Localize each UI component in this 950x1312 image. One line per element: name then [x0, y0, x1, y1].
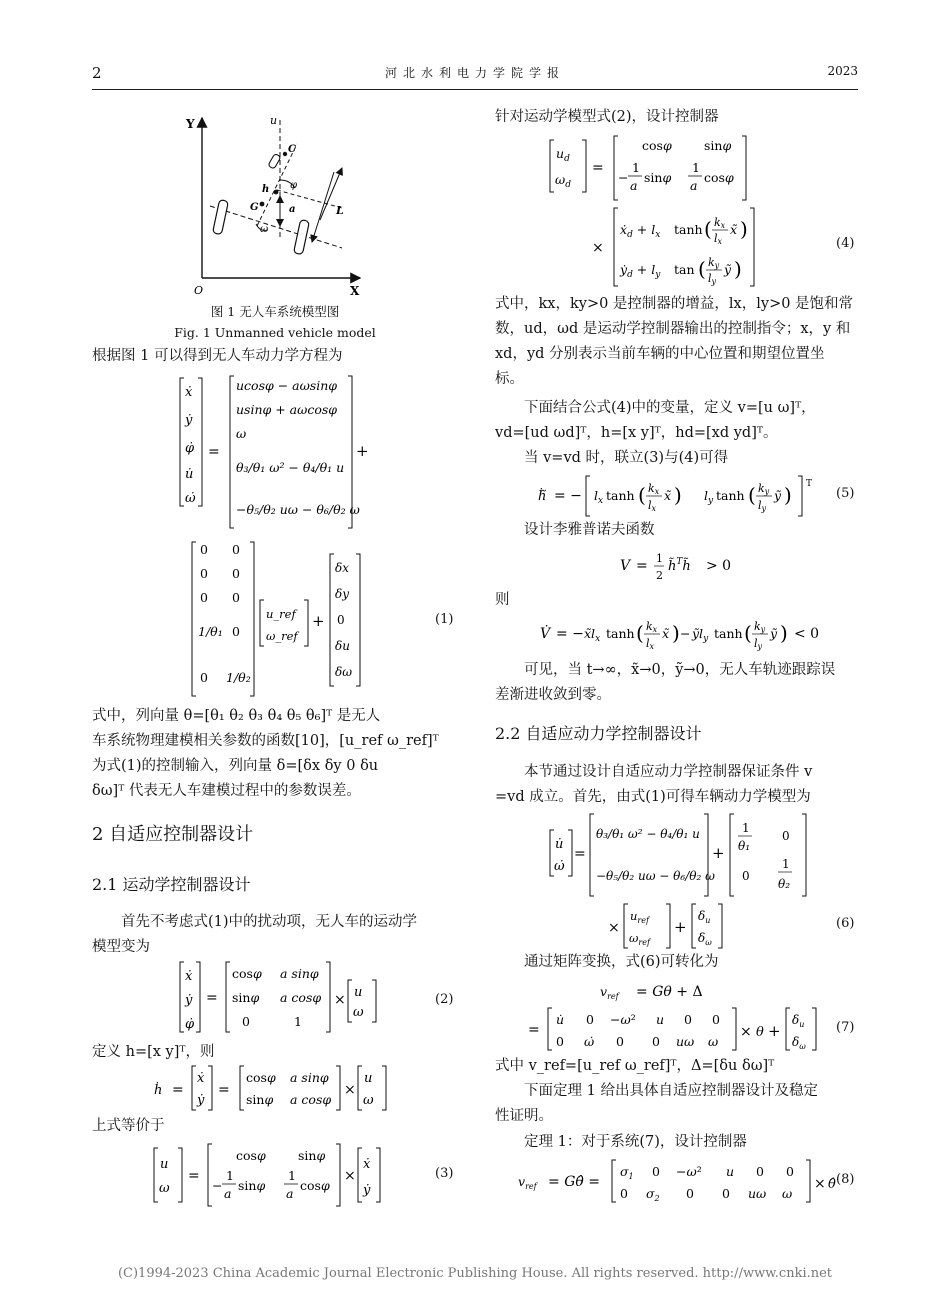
r-para1-line3: xd，yd 分别表示当前车辆的中心位置和期望位置坐 [495, 346, 825, 362]
svg-text:ẏ: ẏ [363, 1183, 371, 1198]
eq1-b-4-0: 0 [200, 670, 208, 685]
svg-text:=: = [172, 1082, 184, 1098]
svg-text:δω: $\delta_\omega$ [698, 931, 712, 947]
svg-text:2: 2 [656, 569, 663, 582]
svg-text:lx: lx [646, 637, 655, 651]
svg-text:u̇: u̇ [555, 837, 564, 852]
svg-text:=: = [574, 846, 586, 862]
svg-text:φ̇: φ̇ [185, 1017, 195, 1032]
svg-text:x̃lx: $x̃l_x$ [584, 626, 601, 644]
svg-text:=: = [208, 444, 220, 460]
header-rule [92, 89, 858, 90]
svg-text:θ₁: θ₁ [738, 839, 751, 853]
eq1-b-2-1: 0 [232, 590, 240, 605]
svg-text:−ω²: −ω² [676, 1164, 702, 1179]
svg-text:1: 1 [782, 857, 790, 871]
eq1-delta-3: δu [335, 639, 350, 653]
eq4-number: (4) [836, 236, 855, 251]
equation-h-dot [150, 1062, 400, 1114]
right-wheel [294, 220, 310, 255]
eq2-number: (2) [435, 992, 454, 1007]
equation-7-bottom [526, 1004, 826, 1054]
svg-text:u̇: u̇ [556, 1012, 565, 1027]
svg-text:ky: ky [708, 256, 720, 270]
svg-text:−: − [212, 1178, 223, 1193]
svg-text:×: × [334, 992, 346, 1008]
svg-text:ḣ̃: ḣ̃ [538, 489, 547, 504]
eq1-in-0: u_ref [266, 607, 296, 621]
eq7-number: (7) [836, 1020, 855, 1035]
svg-text:×: × [608, 920, 620, 936]
rear-axle [210, 206, 342, 248]
svg-text:(: ( [636, 621, 644, 645]
eq1-b-0-0: 0 [200, 542, 208, 557]
eq6-number: (6) [836, 916, 855, 931]
svg-text:x̃: x̃ [664, 488, 672, 503]
svg-text:×: × [592, 240, 604, 256]
svg-text:δω: $\delta_\omega$ [792, 1035, 806, 1051]
svg-text:0: 0 [722, 1186, 730, 1201]
svg-text:x̃: x̃ [730, 222, 738, 237]
figure-caption-cn: 图 1 无人车系统模型图 [210, 304, 340, 319]
equation-5 [534, 472, 824, 520]
eq8-number: (8) [836, 1172, 855, 1187]
svg-text:0: 0 [652, 1034, 660, 1049]
svg-text:cosφ: cosφ [232, 966, 262, 981]
svg-text:ω: ω [353, 1005, 364, 1020]
svg-text:tanh: tanh [606, 626, 635, 641]
svg-text:0: 0 [786, 1164, 794, 1179]
svg-text:ω: ω [363, 1093, 374, 1108]
svg-text:ω: ω [159, 1181, 170, 1196]
label-x: X [350, 284, 360, 298]
svg-text:ly: ly [708, 272, 717, 286]
eq1-rhs-0: ucosφ − aωsinφ [236, 378, 338, 393]
svg-text:+: + [712, 844, 725, 862]
svg-text:cosφ: cosφ [236, 1148, 266, 1163]
svg-text:=: = [218, 1082, 230, 1098]
svg-text:−: − [618, 170, 629, 185]
controller-intro: 针对运动学模型式(2)，设计控制器 [495, 109, 719, 125]
svg-text:=: = [206, 990, 218, 1006]
running-header [92, 64, 858, 86]
para2-line2: 模型变为 [92, 939, 150, 955]
svg-text:kx: kx [648, 482, 660, 496]
r-para1-line4: 标。 [495, 371, 524, 387]
eq1-b-3-1: 0 [232, 624, 240, 639]
svg-text:tan: tan [674, 262, 695, 277]
svg-text:+: + [356, 442, 369, 460]
equivalent-text: 上式等价于 [92, 1118, 165, 1134]
svg-text:u: u [364, 1071, 373, 1086]
eq1-b-1-0: 0 [200, 566, 208, 581]
conclusion-line2: 差渐进收敛到零。 [495, 687, 611, 703]
r-para3: 当 v=vd 时，联立(3)与(4)可得 [524, 450, 729, 466]
para1-line1: 式中，列向量 θ=[θ₁ θ₂ θ₃ θ₄ θ₅ θ₆]ᵀ 是无人 [92, 708, 381, 724]
svg-text:ỹ: ỹ [774, 488, 782, 503]
eq1-rhs-1: usinφ + aωcosφ [236, 402, 338, 417]
eq1-vec-4: ω̇ [185, 491, 196, 506]
svg-text:1: 1 [632, 160, 640, 175]
svg-text:vref: $v_{ref}$ [518, 1174, 537, 1191]
r-para4-line1: 本节通过设计自适应动力学控制器保证条件 v [524, 764, 813, 780]
svg-text:0: 0 [586, 1012, 594, 1027]
equation-1-top [176, 372, 466, 532]
svg-text:): ) [740, 217, 748, 241]
theorem-1: 定理 1：对于系统(7)，设计控制器 [524, 1134, 747, 1150]
r-para5: 通过矩阵变换，式(6)可转化为 [524, 954, 719, 970]
svg-text:δu: $\delta_u$ [792, 1013, 805, 1029]
svg-text:0: 0 [242, 1014, 250, 1029]
svg-text:1: 1 [742, 821, 750, 835]
svg-text:0: 0 [782, 829, 790, 843]
eq1-in-1: ω_ref [266, 629, 298, 643]
svg-text:): ) [672, 621, 680, 645]
label-a: a [289, 204, 296, 215]
eq1-b-2-0: 0 [200, 590, 208, 605]
svg-text:θ: θ [756, 1025, 764, 1040]
svg-text:−ω²: −ω² [610, 1012, 636, 1027]
svg-text:lx: lx [714, 232, 723, 246]
svg-text:ẋd + lx: ẋ$_d$ + $l_x$ [620, 222, 661, 240]
equation-6-bottom [606, 900, 746, 952]
label-omega: ω [260, 224, 269, 235]
svg-text:0: 0 [620, 1186, 628, 1201]
svg-text:0: 0 [756, 1164, 764, 1179]
svg-text:×: × [344, 1168, 356, 1184]
para2-line1: 首先不考虑式(1)中的扰动项，无人车的运动学 [121, 914, 418, 930]
svg-text:+: + [674, 918, 687, 936]
svg-text:ẏ: ẏ [197, 1093, 205, 1108]
svg-text:sinφ: sinφ [298, 1148, 326, 1163]
svg-text:δu: $\delta_u$ [698, 909, 711, 925]
lyapunov-text: 设计李雅普诺夫函数 [524, 522, 655, 538]
then-text: 则 [495, 592, 510, 608]
para1-line4: δω]ᵀ 代表无人车建模过程中的参数误差。 [92, 783, 361, 799]
svg-text:ẏ: ẏ [185, 993, 193, 1008]
eq1-delta-2: 0 [337, 613, 345, 627]
equation-6-top [546, 810, 816, 900]
equation-1-bottom [190, 538, 470, 700]
define-h: 定义 h=[x y]ᵀ，则 [92, 1044, 215, 1060]
svg-text:cosφ: cosφ [704, 170, 734, 185]
svg-text:u: u [160, 1157, 169, 1172]
svg-text:V: V [620, 558, 631, 574]
copyright-footer: (C)1994-2023 China Academic Journal Electronic Publishing House. All rights reserved. http://www.cnki.net [117, 1266, 833, 1281]
eq1-vec-2: φ̇ [185, 441, 195, 456]
eq1-b-4-1: 1/θ₂ [226, 670, 251, 685]
svg-text:sinφ: sinφ [644, 170, 672, 185]
svg-text:tanh: tanh [714, 626, 743, 641]
r-para6: 式中 v_ref=[u_ref ω_ref]ᵀ，Δ=[δu δω]ᵀ [495, 1058, 775, 1074]
svg-text:cosφ: cosφ [300, 1178, 330, 1193]
svg-text:ẋ: ẋ [185, 969, 193, 984]
svg-text:): ) [780, 621, 788, 645]
svg-text:a sinφ: a sinφ [290, 1070, 329, 1085]
r-para7-line2: 性证明。 [495, 1108, 553, 1124]
publication-year: 2023 [827, 64, 858, 78]
eq1-vec-1: ẏ [185, 413, 193, 428]
svg-text:0: 0 [686, 1186, 694, 1201]
section-2-heading: 2 自适应控制器设计 [92, 824, 254, 845]
svg-text:u: u [656, 1012, 665, 1027]
svg-text:ω̇: ω̇ [554, 859, 565, 874]
equation-2 [176, 958, 396, 1036]
svg-text:): ) [734, 257, 742, 281]
eq3-number: (3) [435, 1166, 454, 1181]
svg-text:(: ( [698, 257, 706, 281]
svg-text:ud: $u_d$ [556, 146, 570, 164]
eq5-number: (5) [836, 486, 855, 501]
svg-text:σ2: $\sigma_2$ [646, 1186, 660, 1203]
eq1-b-1-1: 0 [232, 566, 240, 581]
eq1-b-3-0: 1/θ₁ [198, 624, 223, 639]
svg-text:uref: $u_{ref}$ [630, 909, 649, 925]
eq1-delta-4: δω [335, 665, 353, 679]
label-u: u [270, 114, 278, 127]
para1-line2: 车系统物理建模相关参数的函数[10]，[u_ref ω_ref]ᵀ [92, 733, 439, 749]
point-c [283, 152, 287, 156]
equation-7-top [596, 978, 736, 1004]
svg-text:θ₃/θ₁ ω² − θ₄/θ₁ u: θ₃/θ₁ ω² − θ₄/θ₁ u [596, 827, 700, 841]
svg-text:T: T [806, 479, 813, 489]
svg-text:= −: = − [554, 488, 582, 504]
point-g [260, 202, 265, 207]
eq1-rhs-2: ω [236, 426, 247, 441]
svg-text:ẋ: ẋ [363, 1157, 371, 1172]
svg-text:ω: ω [782, 1186, 793, 1201]
svg-text:lx: $l_x$ [594, 488, 604, 506]
svg-text:ly: ly [758, 499, 767, 513]
label-l: L [336, 204, 344, 217]
eq1-b-0-1: 0 [232, 542, 240, 557]
svg-text:ỹly: ỹl$_y$ [692, 626, 709, 644]
section-2-2-heading: 2.2 自适应动力学控制器设计 [495, 724, 702, 743]
svg-text:): ) [674, 483, 682, 507]
svg-text:−θ₅/θ₂ uω − θ₆/θ₂ ω: −θ₅/θ₂ uω − θ₆/θ₂ ω [596, 869, 715, 883]
vehicle-model-figure [92, 108, 458, 298]
svg-text:lx: lx [648, 499, 657, 513]
svg-text:sinφ: sinφ [232, 990, 260, 1005]
r-para4-line2: =vd 成立。首先，由式(1)可得车辆动力学模型为 [495, 789, 811, 805]
svg-text:(: ( [638, 483, 646, 507]
svg-text:ẋ: ẋ [197, 1071, 205, 1086]
svg-text:ky: ky [754, 620, 766, 634]
svg-text:sinφ: sinφ [238, 1178, 266, 1193]
equation-8 [516, 1156, 846, 1206]
svg-text:< 0: < 0 [794, 626, 820, 642]
front-line [277, 190, 342, 208]
svg-text:(: ( [744, 621, 752, 645]
svg-text:×: × [740, 1024, 752, 1040]
svg-text:−: − [680, 626, 691, 641]
svg-text:tanh: tanh [674, 222, 703, 237]
label-h: h [262, 184, 270, 195]
eq1-delta-0: δx [335, 561, 349, 575]
page-number: 2 [92, 64, 102, 82]
svg-text:a sinφ: a sinφ [280, 966, 319, 981]
label-y: Y [186, 117, 195, 131]
svg-text:×: × [344, 1082, 356, 1098]
svg-text:×: × [814, 1176, 826, 1192]
svg-text:ỹ: ỹ [770, 626, 778, 641]
eq1-vec-0: ẋ [185, 385, 193, 400]
r-para1-line2: 数，ud，ωd 是运动学控制器输出的控制指令；x，y 和 [495, 321, 851, 337]
svg-text:0: 0 [616, 1034, 624, 1049]
svg-text:ky: ky [758, 482, 770, 496]
svg-text:1: 1 [294, 1014, 302, 1029]
equation-4-bottom [590, 204, 790, 290]
r-para7-line1: 下面定理 1 给出具体自适应控制器设计及稳定 [524, 1083, 818, 1099]
point-h [274, 190, 279, 195]
svg-text:ω̇: ω̇ [584, 1034, 595, 1049]
svg-text:1: 1 [656, 552, 663, 565]
l-dim [312, 172, 334, 242]
dynamics-intro: 根据图 1 可以得到无人车动力学方程为 [92, 348, 343, 364]
svg-text:u: u [726, 1164, 735, 1179]
svg-text:=: = [188, 1168, 200, 1184]
equation-4-top [546, 132, 796, 204]
svg-text:ωref: $\omega_{ref}$ [629, 931, 650, 947]
svg-text:sinφ: sinφ [704, 138, 732, 153]
svg-text:a: a [286, 1186, 294, 1201]
svg-text:a cosφ: a cosφ [290, 1092, 332, 1107]
svg-text:0: 0 [652, 1164, 660, 1179]
svg-text:sinφ: sinφ [246, 1092, 274, 1107]
eq1-number: (1) [435, 612, 454, 627]
svg-text:tanh: tanh [606, 488, 635, 503]
label-phi: φ [290, 180, 298, 191]
svg-text:= Gθ̂ =: = Gθ̂ = [548, 1174, 600, 1190]
svg-text:ḣ: ḣ [154, 1083, 163, 1098]
svg-text:=: = [636, 558, 648, 574]
label-g: G [250, 202, 259, 213]
journal-title: 河北水利电力学院学报 [384, 66, 565, 80]
svg-text:=: = [592, 160, 604, 176]
svg-text:0: 0 [712, 1012, 720, 1027]
svg-text:ω: ω [708, 1034, 719, 1049]
svg-text:uω: uω [676, 1034, 695, 1049]
para1-line3: 为式(1)的控制输入，列向量 δ=[δx δy 0 δu [92, 758, 379, 774]
eq1-rhs-3: θ₃/θ₁ ω² − θ₄/θ₁ u [236, 460, 345, 475]
svg-text:x̃: x̃ [662, 626, 670, 641]
svg-text:(: ( [704, 217, 712, 241]
eq1-rhs-4: −θ₅/θ₂ uω − θ₆/θ₂ ω [236, 502, 360, 517]
label-o: O [194, 284, 204, 297]
equation-v-dot [538, 612, 838, 658]
svg-text:ωd: $\omega_d$ [555, 172, 571, 190]
eq1-delta-1: δy [335, 587, 350, 601]
svg-text:> 0: > 0 [706, 558, 732, 574]
eq1-vec-3: u̇ [185, 467, 194, 482]
svg-text:tanh: tanh [716, 488, 745, 503]
svg-text:θ₂: θ₂ [778, 877, 791, 891]
svg-text:): ) [784, 483, 792, 507]
svg-text:1: 1 [226, 1168, 234, 1183]
svg-text:θ̂: θ̂ [828, 1177, 836, 1192]
svg-text:a: a [630, 178, 638, 193]
svg-text:vref: $v_{ref}$ [600, 984, 619, 1001]
left-wheel [213, 200, 229, 235]
equation-3 [150, 1140, 410, 1210]
svg-text:a: a [690, 178, 698, 193]
r-para1-line1: 式中，kx，ky>0 是控制器的增益，lx，ly>0 是饱和常 [495, 296, 854, 312]
conclusion-line1: 可见，当 t→∞，x̃→0，ỹ→0，无人车轨迹跟踪误 [524, 662, 836, 678]
svg-text:+: + [312, 612, 325, 630]
svg-text:(: ( [748, 483, 756, 507]
svg-text:ẏd + ly: ẏ$_d$ + $l_y$ [620, 262, 661, 280]
svg-text:cosφ: cosφ [246, 1070, 276, 1085]
svg-text:= −: = − [556, 626, 584, 642]
svg-text:uω: uω [748, 1186, 767, 1201]
figure-caption-en: Fig. 1 Unmanned vehicle model [174, 325, 376, 340]
svg-text:1: 1 [692, 160, 700, 175]
svg-text:cosφ: cosφ [642, 138, 672, 153]
svg-text:1: 1 [288, 1168, 296, 1183]
svg-text:ỹ: ỹ [724, 262, 732, 277]
svg-text:V̇: V̇ [540, 626, 551, 642]
svg-text:a: a [224, 1186, 232, 1201]
svg-text:kx: kx [714, 216, 726, 230]
r-para2-line1: 下面结合公式(4)中的变量，定义 v=[u ω]ᵀ， [524, 400, 816, 416]
svg-text:u: u [354, 985, 363, 1000]
svg-text:h̃Th̃: h̃$^T$h̃ [668, 557, 691, 574]
r-para2-line2: vd=[ud ωd]ᵀ，h=[x y]ᵀ，hd=[xd yd]ᵀ。 [495, 425, 778, 441]
svg-text:+: + [768, 1022, 781, 1040]
svg-text:=: = [528, 1022, 540, 1038]
svg-text:ly: $l_y$ [704, 488, 714, 506]
svg-text:0: 0 [684, 1012, 692, 1027]
svg-text:0: 0 [742, 869, 750, 883]
svg-text:= Gθ + Δ: = Gθ + Δ [636, 984, 703, 1000]
label-c: C [288, 144, 296, 155]
svg-text:a cosφ: a cosφ [280, 990, 322, 1005]
equation-lyapunov [618, 544, 778, 584]
svg-text:ly: ly [754, 637, 763, 651]
svg-text:kx: kx [646, 620, 658, 634]
svg-text:σ1: $\sigma_1$ [620, 1164, 634, 1181]
svg-text:0: 0 [556, 1034, 564, 1049]
caster-wheel [268, 153, 281, 169]
section-2-1-heading: 2.1 运动学控制器设计 [92, 875, 251, 894]
